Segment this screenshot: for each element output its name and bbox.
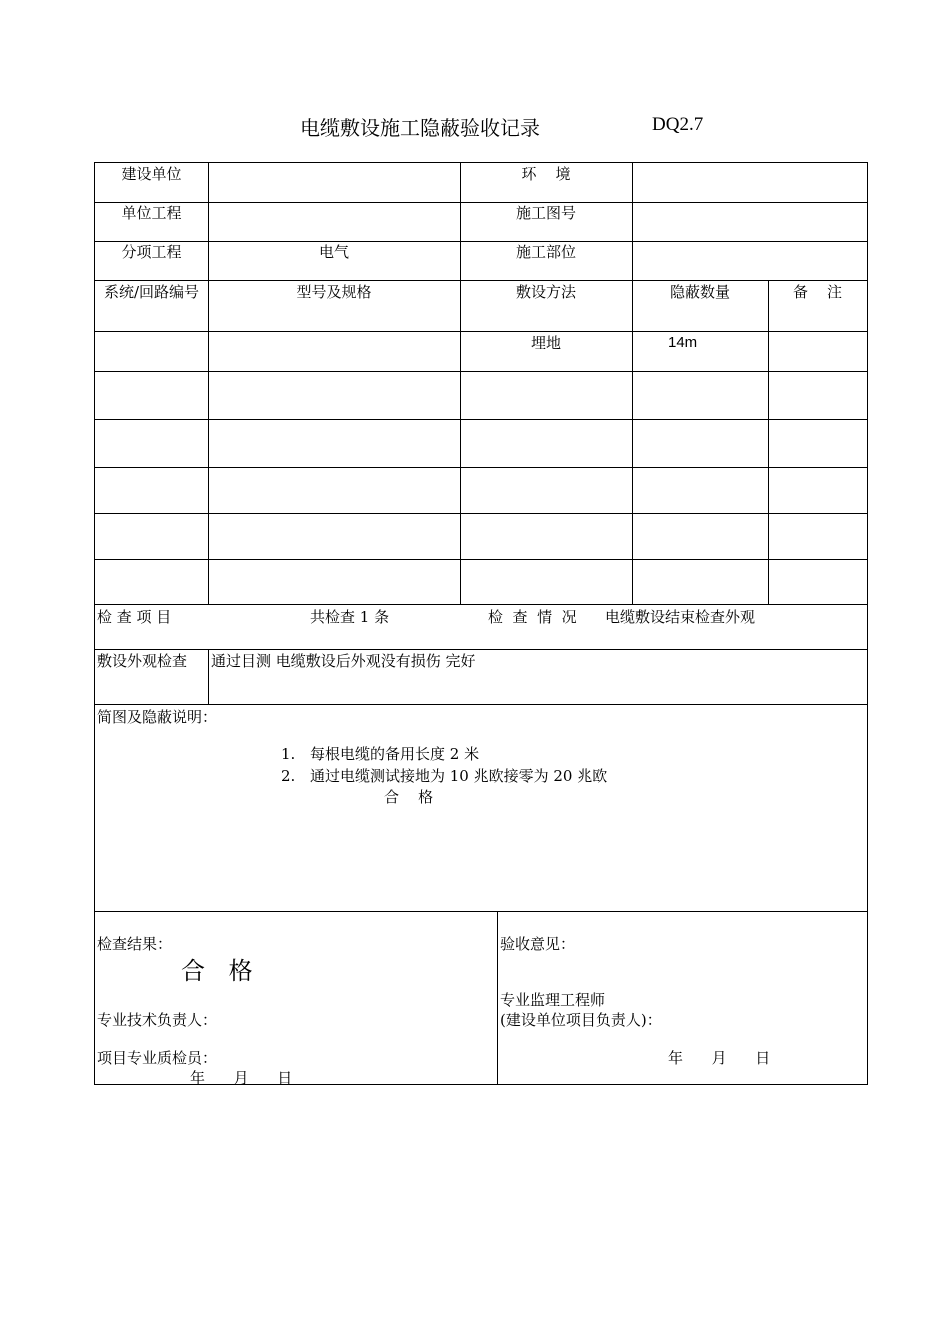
inspection-items-value: 共检查 1 条 — [310, 608, 390, 626]
header-hidden-quantity: 隐蔽数量 — [669, 283, 730, 301]
notes-label: 简图及隐蔽说明： — [97, 708, 218, 726]
row1-laying-method: 埋地 — [530, 334, 561, 352]
header-remarks: 备 注 — [792, 283, 843, 301]
row1-hidden-quantity: 14m — [668, 334, 698, 351]
supervising-engineer-label: 专业监理工程师 — [500, 991, 606, 1009]
result-value: 合 格 — [181, 957, 261, 985]
document-code: DQ2.7 — [652, 114, 704, 135]
header-circuit-no: 系统/回路编号 — [103, 283, 200, 301]
sub-project-value: 电气 — [318, 243, 349, 261]
location-label: 施工部位 — [515, 243, 576, 261]
result-date: 年 月 日 — [190, 1069, 293, 1087]
note-item-1-text: 每根电缆的备用长度 2 米 — [310, 745, 480, 763]
acceptance-label: 验收意见： — [500, 935, 576, 953]
appearance-check-label: 敷设外观检查 — [97, 652, 188, 670]
header-model-spec: 型号及规格 — [296, 283, 372, 301]
note-item-1-number: 1. — [281, 745, 296, 763]
inspection-items-label: 检 查 项 目 — [97, 608, 172, 626]
document-title: 电缆敷设施工隐蔽验收记录 — [300, 116, 540, 140]
inspection-status-label: 检 查 情 况 — [488, 608, 577, 626]
appearance-check-value: 通过目测 电缆敷设后外观没有损伤 完好 — [211, 652, 476, 670]
note-item-2-text: 通过电缆测试接地为 10 兆欧接零为 20 兆欧 — [310, 767, 608, 785]
qc-inspector-label: 项目专业质检员： — [97, 1049, 218, 1067]
unit-project-label: 单位工程 — [121, 204, 182, 222]
sub-project-label: 分项工程 — [121, 243, 182, 261]
notes-conclusion: 合 格 — [384, 788, 434, 806]
result-label: 检查结果： — [97, 935, 173, 953]
acceptance-date: 年 月 日 — [668, 1049, 771, 1067]
note-item-2-number: 2. — [281, 767, 296, 785]
inspection-status-value: 电缆敷设结束检查外观 — [605, 608, 756, 626]
header-laying-method: 敷设方法 — [515, 283, 576, 301]
owner-representative-label: (建设单位项目负责人)： — [500, 1011, 662, 1029]
construction-unit-label: 建设单位 — [121, 165, 182, 183]
tech-lead-label: 专业技术负责人： — [97, 1011, 218, 1029]
inspection-record-table — [94, 162, 868, 1085]
environment-label: 环 境 — [521, 165, 571, 183]
drawing-no-label: 施工图号 — [515, 204, 576, 222]
